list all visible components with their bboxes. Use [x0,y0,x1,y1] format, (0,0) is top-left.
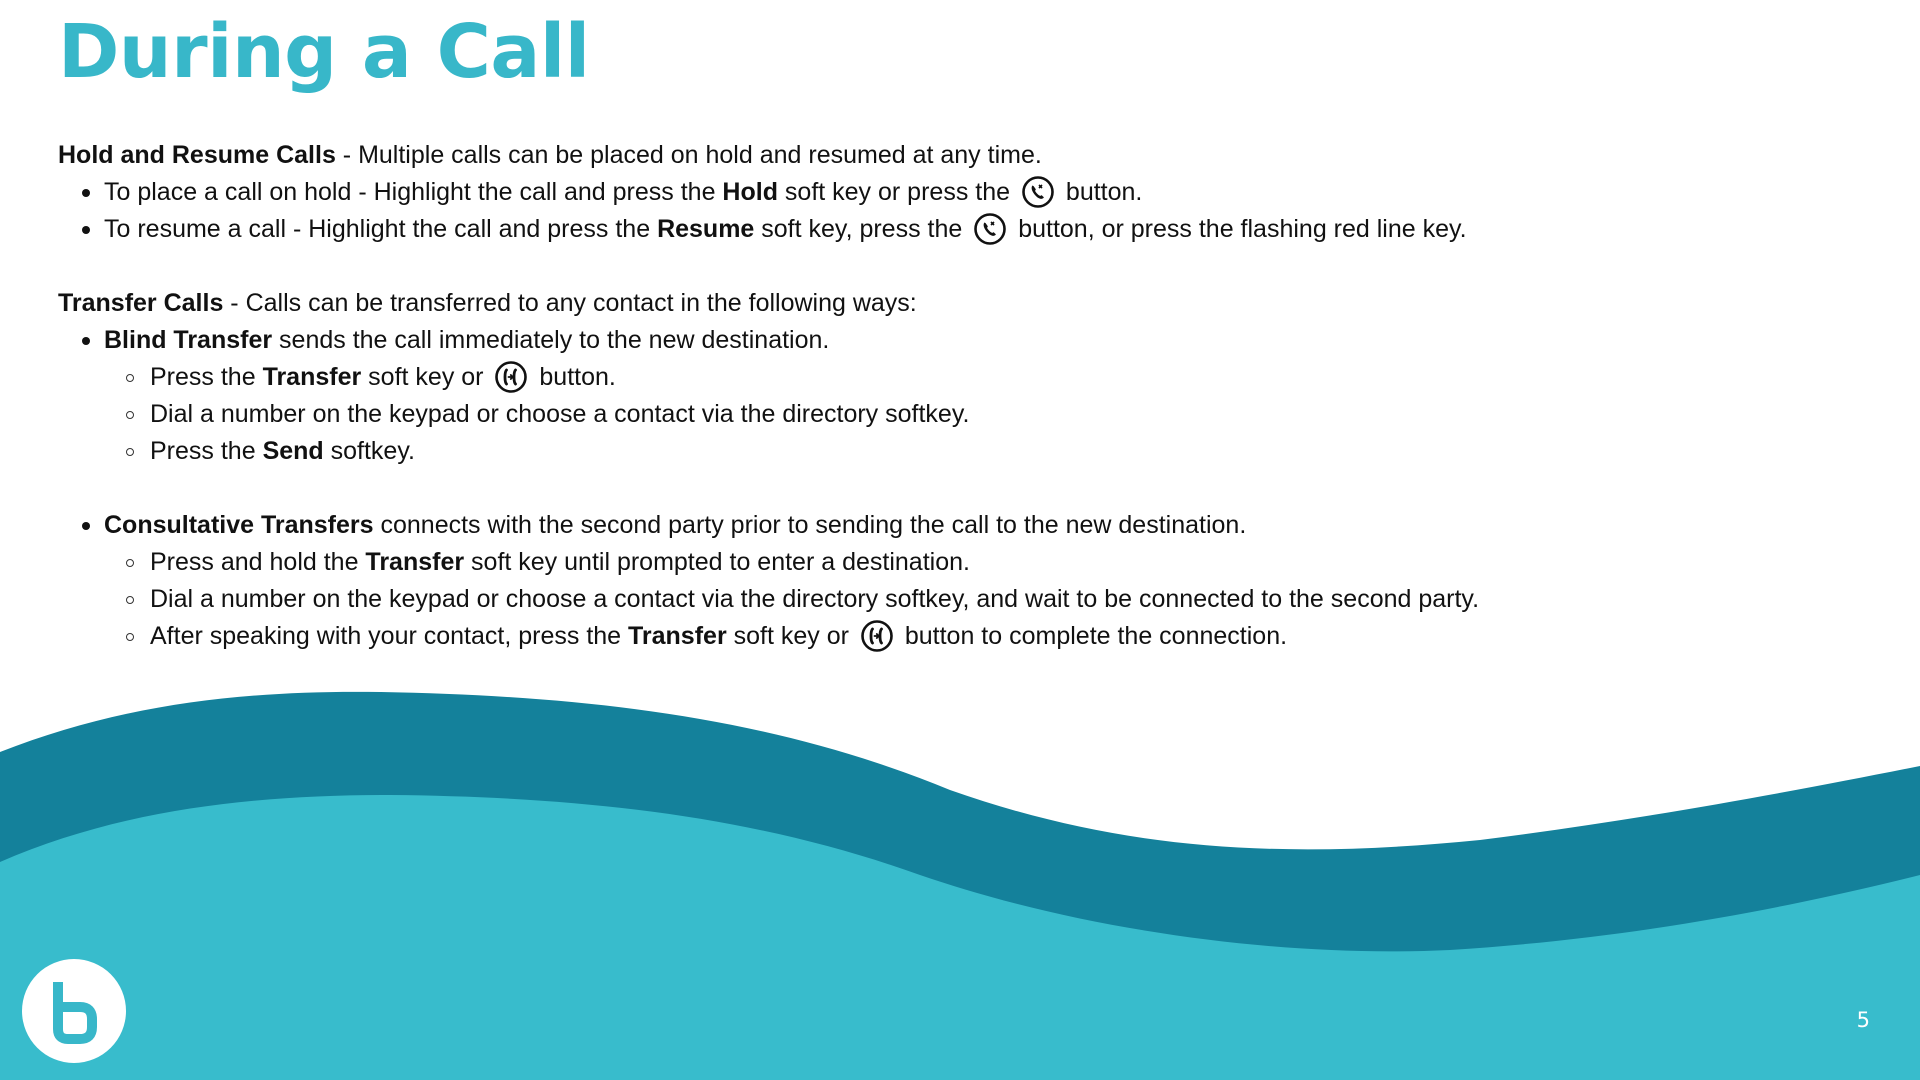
brand-logo [22,959,126,1063]
text: connects with the second party prior to sending the call to the new destination. [373,511,1247,539]
text: soft key, press the [754,215,963,243]
bold-text: Transfer [628,622,727,650]
text: After speaking with your contact, press the [150,622,629,650]
bullet-icon [82,226,90,234]
bold-text: Blind Transfer [104,326,273,354]
bold-text: Transfer [262,363,362,391]
hold-button-icon [1021,175,1055,209]
text: To resume a call - Highlight the call and press the [104,215,658,243]
page-number: 5 [1856,1008,1870,1032]
text: button. [1058,178,1143,206]
text: button. [532,363,616,391]
list-item-blind-step-2 [58,396,1858,433]
transfer-heading-label: Transfer Calls [58,289,224,317]
text: Press the [150,437,263,465]
list-item-place-hold [58,174,1858,211]
text: Dial a number on the keypad or choose a contact via the directory softkey. [150,400,970,428]
hold-button-icon [973,212,1007,246]
bullet-icon [126,374,134,382]
bullet-icon [82,522,90,530]
bold-text: Send [262,437,324,465]
text: Press the [150,363,263,391]
bullet-icon [126,596,134,604]
hold-intro-text: - Multiple calls can be placed on hold and resumed at any time. [335,141,1042,169]
bold-text: Transfer [365,548,465,576]
list-item-blind-step-3 [58,433,1858,470]
hold-section-heading [58,137,1858,174]
content [58,137,1858,655]
transfer-intro-text: - Calls can be transferred to any contact in the following ways: [223,289,917,317]
list-item-blind-transfer [58,322,1858,359]
text: Dial a number on the keypad or choose a contact via the directory softkey, and wait to be connected to the second party. [150,585,1480,613]
spacer [58,248,1858,285]
text: Press and hold the [150,548,366,576]
bold-text: Resume [657,215,755,243]
transfer-button-icon [860,619,894,653]
list-item-resume [58,211,1858,248]
bullet-icon [126,633,134,641]
bullet-icon [126,559,134,567]
text: soft key until prompted to enter a destination. [464,548,970,576]
bullet-icon [82,337,90,345]
text: soft key or press the [777,178,1011,206]
list-item-blind-step-1 [58,359,1858,396]
text: To place a call on hold - Highlight the call and press the [104,178,723,206]
bold-text: Consultative Transfers [104,511,374,539]
list-item-consultative-step-1 [58,544,1858,581]
bullet-icon [126,448,134,456]
text: softkey. [323,437,415,465]
list-item-consultative-step-3 [58,618,1858,655]
text: soft key or [361,363,484,391]
spacer [58,470,1858,507]
text: sends the call immediately to the new destination. [272,326,830,354]
text: button, or press the flashing red line key. [1011,215,1467,243]
list-item-consultative-step-2 [58,581,1858,618]
bullet-icon [126,411,134,419]
transfer-section-heading [58,285,1858,322]
hold-heading-label: Hold and Resume Calls [58,141,336,169]
page-title: During a Call [58,9,590,95]
list-item-consultative-transfer [58,507,1858,544]
bullet-icon [82,189,90,197]
transfer-button-icon [494,360,528,394]
text: soft key or [726,622,849,650]
text: button to complete the connection. [897,622,1288,650]
bold-text: Hold [722,178,778,206]
